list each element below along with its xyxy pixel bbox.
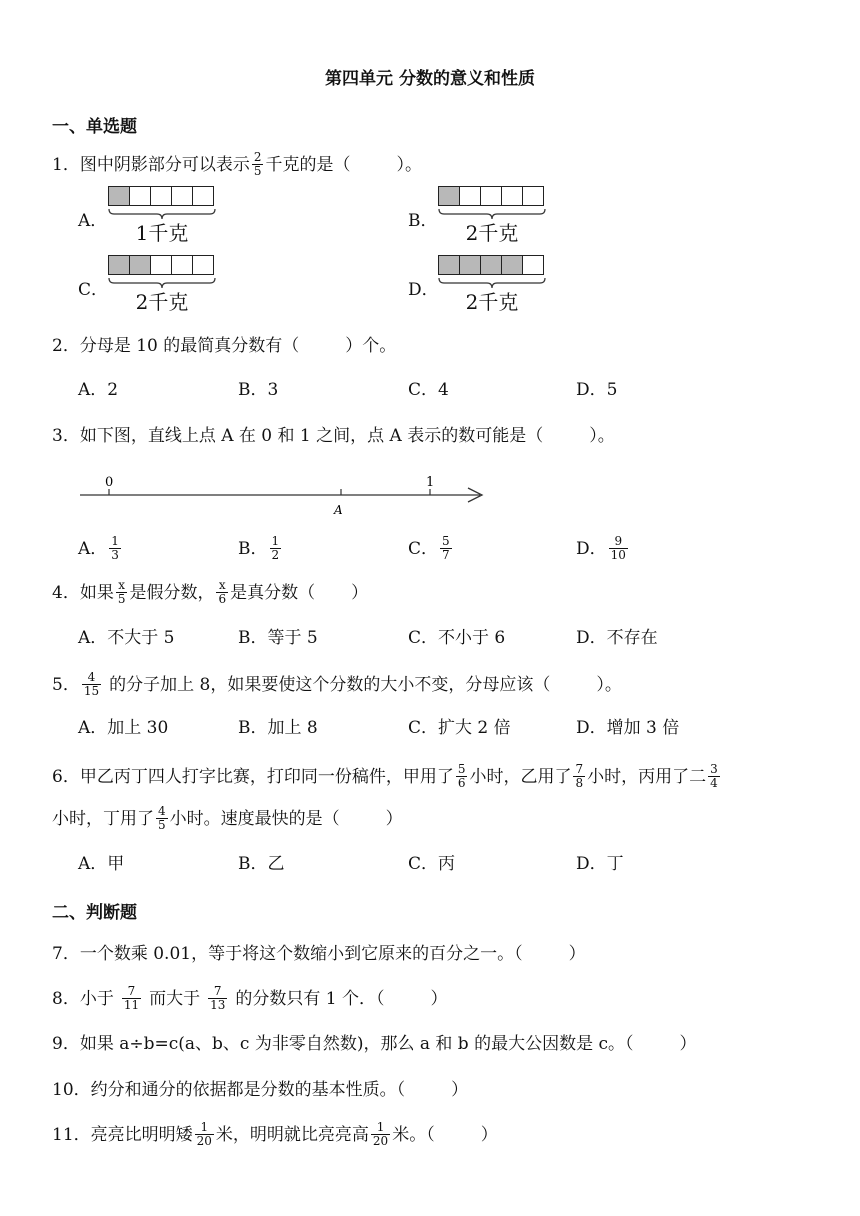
q6-option-d[interactable]: D．丁 [576,854,624,874]
blank-cell [150,186,172,206]
page-title: 第四单元 分数的意义和性质 [325,69,535,89]
question-2 [52,334,396,358]
q6-option-b[interactable]: B．乙 [238,854,285,874]
question-9: 9．如果 a÷b=c(a、b、c 为非零自然数)，那么 a 和 b 的最大公因数是 c。（ ） [52,1034,697,1054]
q6-option-c[interactable]: C．丙 [408,854,456,874]
q1-option-a-bar-label: 1千克 [135,221,189,245]
q1-option-d-bar-label: 2千克 [465,290,519,314]
blank-cell [150,255,172,275]
q5-option-a[interactable]: A．加上 30 [78,718,169,738]
question-3 [52,424,615,448]
question-4: 4．如果 $\frac{x}{5}$ 是假分数， $\frac{x}{6}$ 是真分数（ ） [52,578,369,606]
q2-option-a[interactable]: A．2 [78,380,119,400]
q1-option-c[interactable]: C． [78,280,109,300]
fraction: $\frac{x}{6}$ [218,578,227,606]
blank-cell [522,255,544,275]
q4-option-b[interactable]: B．等于 5 [238,628,318,648]
shaded-cell [108,255,130,275]
shaded-cell [480,255,502,275]
q1-option-c-bar-label: 2千克 [135,290,189,314]
q1-option-b-bar [439,186,544,206]
question-1 [52,152,422,179]
shaded-cell [108,186,130,206]
question-6-line-1: 6．甲乙丙丁四人打字比赛，打印同一份稿件，甲用了 $\frac{5}{6}$ 小时，乙用了 $\frac{7}{8}$ 小时，丙用了二 $\frac{3}{4}$ [52,762,718,790]
q4-option-c[interactable]: C．不小于 6 [408,628,506,648]
q4-option-a[interactable]: A．不大于 5 [78,628,175,648]
question-1-end: ）。 [396,155,422,175]
question-7: 7．一个数乘 0.01，等于将这个数缩小到它原来的百分之一。（ ） [52,944,586,964]
q1-option-a[interactable]: A． [78,211,108,231]
q2-option-d[interactable]: D．5 [576,380,618,400]
q1-option-a-bar [109,186,214,206]
q4-option-d[interactable]: D．不存在 [576,628,658,648]
q3-option-b[interactable]: B． $\frac{1}{2}$ [238,534,280,562]
blank-cell [459,186,481,206]
question-3-text: 3．如下图，直线上点 A 在 0 和 1 之间，点 A 表示的数可能是（ [52,426,544,446]
q1-option-c-bar [109,255,214,275]
q1-option-b-bar-label: 2千克 [465,221,519,245]
question-3-end: ）。 [589,426,615,446]
shaded-cell [501,255,523,275]
fraction: $\frac{2}{5}$ [253,150,262,178]
question-6-line-2: 小时，丁用了 $\frac{4}{5}$ 小时。速度最快的是（ ） [52,804,403,832]
q3-option-d[interactable]: D． $\frac{9}{10}$ [576,534,626,562]
fraction: $\frac{4}{15}$ [83,670,100,698]
blank-cell [522,186,544,206]
question-2-text: 2．分母是 10 的最简真分数有（ [52,336,300,356]
shaded-cell [129,255,151,275]
shaded-cell [438,255,460,275]
q5-option-b[interactable]: B．加上 8 [238,718,318,738]
question-11: 11．亮亮比明明矮 $\frac{1}{20}$ 米，明明就比亮亮高 $\frac{1}{20}$ 米。（ ） [52,1120,498,1148]
q5-option-c[interactable]: C．扩大 2 倍 [408,718,511,738]
blank-cell [501,186,523,206]
shaded-cell [438,186,460,206]
point-label-a: A [334,503,343,517]
question-2-end: ）个。 [345,336,397,356]
q2-option-c[interactable]: C．4 [408,380,449,400]
number-line [80,472,500,520]
q2-option-b[interactable]: B．3 [238,380,279,400]
q3-option-a[interactable]: A． $\frac{1}{3}$ [78,534,119,562]
blank-cell [480,186,502,206]
question-10: 10．约分和通分的依据都是分数的基本性质。（ ） [52,1080,469,1100]
question-1-text-2: 千克的是（ [265,155,351,175]
blank-cell [129,186,151,206]
section-heading-true-false: 二、判断题 [52,903,137,923]
question-8: 8．小于 $\frac{7}{11}$ 而大于 $\frac{7}{13}$ 的分数只有 1 个．（ ） [52,984,448,1012]
tick-label-zero: 0 [105,475,114,490]
blank-cell [171,255,193,275]
question-5: 5． $\frac{4}{15}$ 的分子加上 8，如果要使这个分数的大小不变，分母应该（ ）。 [52,670,622,698]
blank-cell [192,255,214,275]
fraction: $\frac{x}{5}$ [117,578,126,606]
blank-cell [192,186,214,206]
tick-label-one: 1 [426,475,435,490]
q6-option-a[interactable]: A．甲 [78,854,125,874]
shaded-cell [459,255,481,275]
q1-option-d[interactable]: D． [408,280,439,300]
q3-option-c[interactable]: C． $\frac{5}{7}$ [408,534,450,562]
q1-option-b[interactable]: B． [408,211,438,231]
blank-cell [171,186,193,206]
q1-option-d-bar [439,255,544,275]
section-heading-single-choice: 一、单选题 [52,117,137,137]
question-1-text: 1．图中阴影部分可以表示 [52,155,250,175]
q5-option-d[interactable]: D．增加 3 倍 [576,718,680,738]
